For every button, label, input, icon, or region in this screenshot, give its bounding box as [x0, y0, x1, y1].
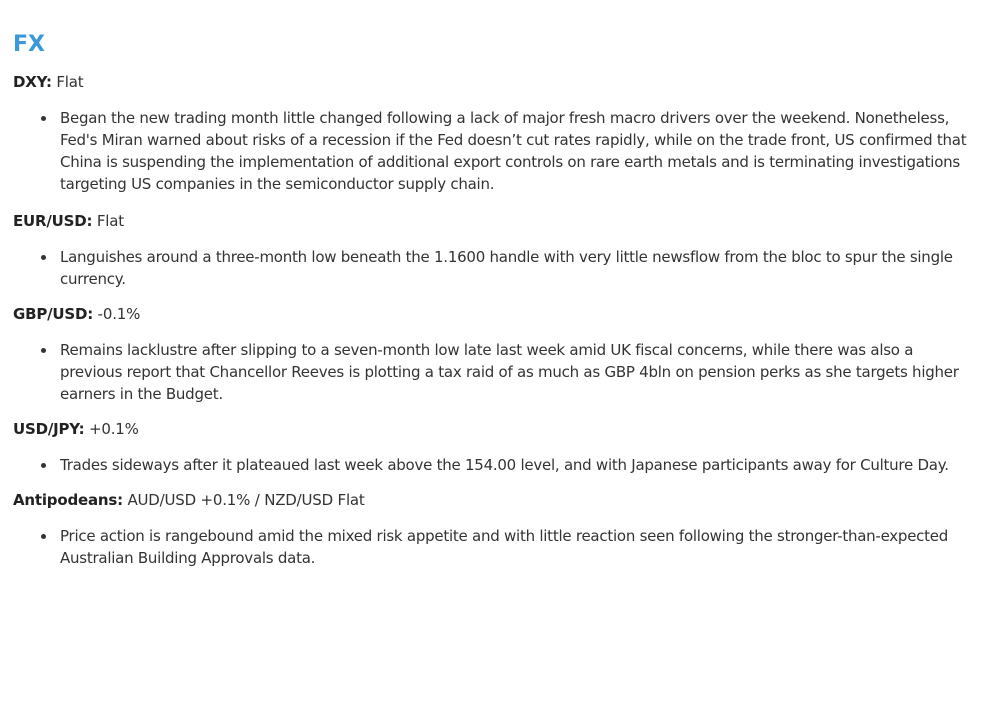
bullet-text: Price action is rangebound amid the mixed risk appetite and with little reaction seen following the stronger-than-expected Australian Building Approvals data.: [60, 527, 949, 567]
item-eurusd-bullets: [13, 246, 973, 290]
item-dxy-heading: [13, 72, 973, 92]
list-item: [60, 107, 973, 195]
item-value: AUD/USD +0.1% / NZD/USD Flat: [127, 491, 365, 509]
item-value: +0.1%: [89, 420, 139, 438]
item-value: Flat: [96, 212, 124, 230]
item-label: EUR/USD:: [13, 212, 93, 230]
item-label: DXY:: [13, 73, 52, 91]
item-eurusd-heading: [13, 211, 973, 231]
bullet-text: Remains lacklustre after slipping to a seven-month low late last week amid UK fiscal concerns, while there was also a previous report that Chancellor Reeves is plotting a tax raid of as much as GBP 4bln on pension perks as she targets higher earners in the Budget.: [60, 341, 959, 403]
item-value: Flat: [56, 73, 84, 91]
section-title: FX: [13, 32, 45, 57]
item-label: Antipodeans:: [13, 491, 123, 509]
item-value: -0.1%: [97, 305, 141, 323]
item-gbpusd-heading: [13, 304, 973, 324]
item-label: USD/JPY:: [13, 420, 85, 438]
list-item: [60, 339, 973, 405]
item-gbpusd-bullets: [13, 339, 973, 405]
item-dxy-bullets: [13, 107, 973, 195]
bullet-text: Languishes around a three-month low beneath the 1.1600 handle with very little newsflow from the bloc to spur the single currency.: [60, 248, 953, 288]
item-antipodeans-bullets: [13, 525, 973, 569]
bullet-dot-icon: [41, 116, 46, 121]
item-label: GBP/USD:: [13, 305, 94, 323]
item-antipodeans-heading: [13, 490, 973, 510]
item-usdjpy-bullets: [13, 454, 973, 476]
bullet-dot-icon: [41, 255, 46, 260]
list-item: [60, 525, 973, 569]
bullet-dot-icon: [41, 348, 46, 353]
bullet-text: Trades sideways after it plateaued last week above the 154.00 level, and with Japanese participants away for Culture Day.: [60, 456, 949, 474]
bullet-dot-icon: [41, 463, 46, 468]
list-item: [60, 454, 973, 476]
list-item: [60, 246, 973, 290]
bullet-dot-icon: [41, 534, 46, 539]
bullet-text: Began the new trading month little changed following a lack of major fresh macro drivers over the weekend. Nonetheless, Fed's Miran warned about risks of a recession if the Fed doesn’t cut rates rapidly, while on the trade front, US confirmed that China is suspending the implementation of additional export controls on rare earth metals and is terminating investigations targeting US companies in the semiconductor supply chain.: [60, 109, 967, 193]
item-usdjpy-heading: [13, 419, 973, 439]
